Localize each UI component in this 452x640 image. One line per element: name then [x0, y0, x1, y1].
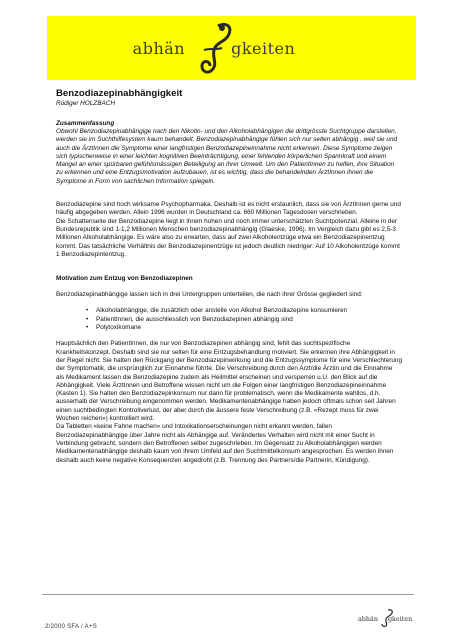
- article-author: Rüdiger HOLZBACH: [56, 100, 115, 107]
- paragraph-5: Da Tabletten «keine Fahne machen» und Intoxikationserscheinungen nicht erkannt werden, fallen Benzodiazepinabhängige über Jahre nicht als Abhängige auf. Verändertes Verhalten wird nicht mit einer Sucht in Verbindung gebracht, sondern den Betroffenen selber zugeschrieben. Im Gegensatz zu Alkoholabhängigen werden Medikamentenabhängige deshalb kaum von ihrem Umfeld auf den Suchtmittelkonsum angesprochen. Es werden ihnen deshalb auch keine negative Konsequenzen angedroht (z.B. Trennung des Partners/die Partnerin, Kündigung).: [56, 423, 394, 464]
- logo-mark-icon: [196, 20, 236, 76]
- motivation-heading: Motivation zum Entzug von Benzodiazepinen: [56, 275, 193, 283]
- logo-text-right: gkeiten: [231, 38, 296, 58]
- article-title: Benzodiazepinabhängigkeit: [56, 88, 183, 99]
- summary-text: Obwohl Benzodiazepinabhängige nach den Nikotin- und den Alkoholabhängigen die drittgrösste Suchtgruppe darstellen, werden sie im Suchthilfesystem kaum behandelt. Benzodiazepinabhängige fühlen sich nur selten abhängig , weil sie und auch die ÄrztInnen die Symptome einer langfristigen Benzodiazepineinnahme nicht erkennen. Diese Symptome zeigen sich typischerweise in einer leichten kognitiven Beeinträchtigung, einer fehlenden körperlichen Spannkraft und einem Mangel an einer spürbaren gefühlsmässigen Beteiligung an ihrer Umwelt. Um den PatientInnen zu helfen, ihre Situation zu erkennen und eine Entzugsmotivation aufzubauen, ist es wichtig, dass die behandelnden ÄrztInnen ihnen die Symptome in Form von sachlichen Information spiegeln.: [56, 128, 398, 185]
- paragraph-3: Benzodiazepinabhängige lassen sich in drei Untergruppen unterteilen, die nach ihrer Grösse gegliedert sind:: [56, 291, 363, 299]
- list-item: • Polytoxikomane: [96, 324, 402, 332]
- footer-issue: 2/2000 SFA / A+S: [45, 624, 98, 630]
- group-list: [56, 307, 402, 332]
- footer-logo: [358, 608, 422, 630]
- paragraph-4: Hauptsächlich den PatientInnen, die nur von Benzodiazepinen abhängig sind, fehlt das suchtspezifische Krankheitskonzept. Deshalb sind sie nur selten für eine Entzugsbehandlung motiviert. Sie erkennen ihre Abhängigkeit in der Regel nicht. Sie halten den Rückgang der Benzodiazepinwirkung und die Entzugssymptome für eine Verschlechterung der Symptomatik, die ursprünglich zur Einnahme führte. Die Verschreibung durch den Arzt/die Ärztin und die Einnahme als Medikament lassen die Benzodiazepine zudem als Heilmittel erscheinen und versperren u.U. den Blick auf die Abhängigkeit. Viele ÄrztInnen und Betroffene wissen nicht um die Folgen einer langfristigen Benzodiazepineinnahme (Kasten 1). Sie halten den Benzodiazepinkonsum nur dann für problematisch, wenn die Medikamente wahllos, d.h. ausserhalb der Verschreibung eingenommen werden. Medikamentenabhängige haben jedoch oftmals schon seit Jahren einen suchtbedingten Kontrollverlust, der aber durch die äussere feste Verschreibung (z.B. «Rezept muss für zwei Wochen reichen») kontrolliert wird.: [56, 340, 403, 423]
- list-item: • Alkoholabhängige, die zusätzlich oder anstelle von Alkohol Benzodiazepine konsumieren: [96, 307, 402, 315]
- footer-logo-right: gkeiten: [387, 615, 413, 623]
- footer-divider: [42, 594, 414, 595]
- list-item: • PatientInnen, die ausschliesslich von Benzodiazepinen abhängig sind: [96, 316, 402, 324]
- footer-logo-left: abhän: [358, 615, 378, 623]
- logo-text-left: abhän: [132, 38, 186, 58]
- summary-heading: Zusammenfassung: [56, 120, 115, 127]
- article: [56, 88, 402, 465]
- footer-logo-mark-icon: [380, 608, 394, 628]
- paragraph-2: Die Schattenseite der Benzodiazepine liegt in ihrem hohen und noch immer unterschätzten Suchtpotenzial. Alleine in der Bundesrepublik sind 1-1,2 Millionen Menschen benzodiazepinabhängig (Glaeske, 1996). Im Vergleich dazu gibt es 2,5-3 Millionen Alkoholabhängige. Es wäre also zu erwarten, dass auf zwei Alkoholentzüge etwa ein Benzodiazepinentzug kommt. Das tatsächliche Verhältnis der Benzodiazepinentzüge ist jedoch deutlich niedriger: Auf 10 Alkoholentzüge kommt 1 Benzodiazepintentzug.: [56, 217, 400, 258]
- paragraph-1: Benzodiazepine sind hoch wirksame Psychopharmaka. Deshalb ist es nicht erstaunlich, dass sie von ÄrztInnen gerne und häufig abgegeben werden. Allein 1996 wurden in Deutschland ca. 660 Millionen Tagesdosen verschrieben.: [56, 201, 401, 217]
